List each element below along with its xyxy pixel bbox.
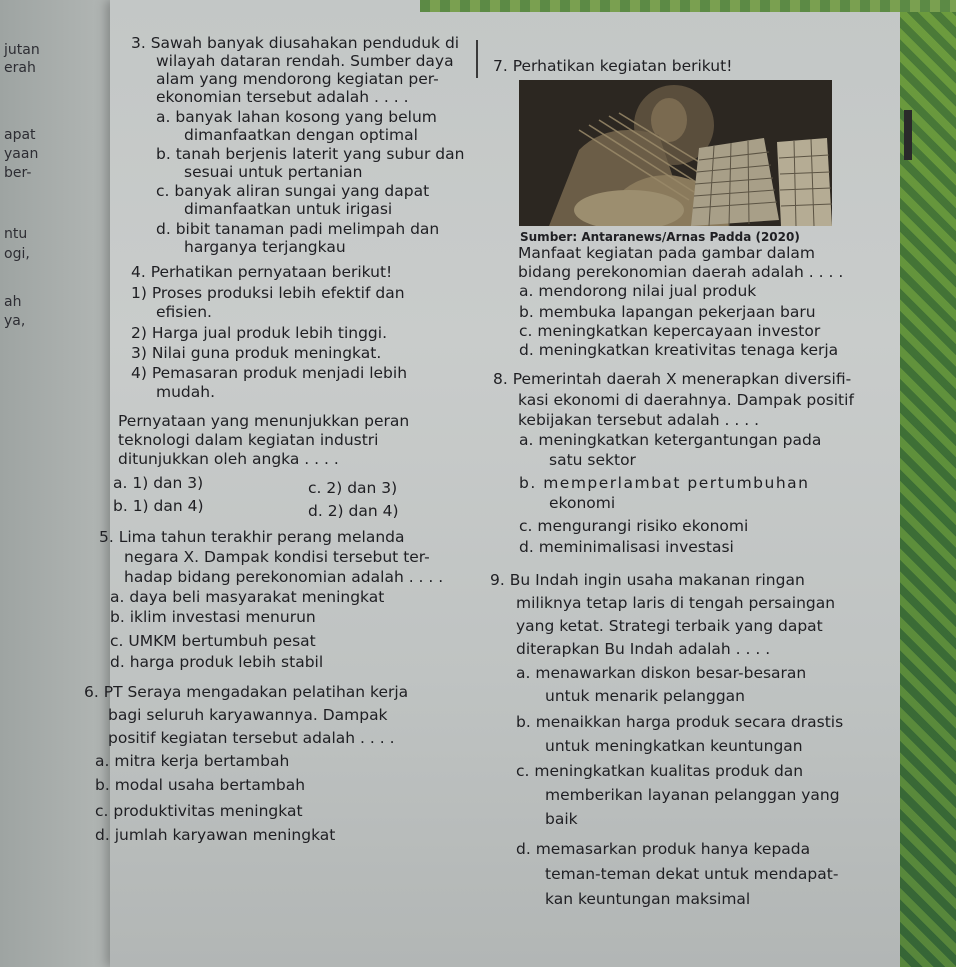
question-6-option-d: d. jumlah karyawan meningkat bbox=[95, 826, 336, 844]
question-9-option-d: kan keuntungan maksimal bbox=[545, 890, 751, 908]
question-8-option-b: ekonomi bbox=[549, 494, 616, 512]
question-9-option-a: untuk menarik pelanggan bbox=[545, 687, 745, 705]
margin-fragment: ya, bbox=[4, 313, 26, 329]
question-3-option-b: b. tanah berjenis laterit yang subur dan bbox=[156, 145, 465, 163]
bamboo-basket-2 bbox=[777, 138, 832, 226]
question-3-stem: ekonomian tersebut adalah . . . . bbox=[156, 88, 409, 106]
statement-1: 1) Proses produksi lebih efektif dan bbox=[131, 284, 405, 302]
question-9-option-d: d. memasarkan produk hanya kepada bbox=[516, 840, 811, 858]
margin-fragment: ber- bbox=[4, 165, 32, 181]
question-4-option-a: a. 1) dan 3) bbox=[113, 474, 204, 492]
question-6-option-a: a. mitra kerja bertambah bbox=[95, 752, 290, 770]
question-8-stem: kasi ekonomi di daerahnya. Dampak positif bbox=[518, 391, 854, 409]
margin-fragment: apat bbox=[4, 127, 36, 143]
question-7-option-c: c. meningkatkan kepercayaan investor bbox=[519, 322, 821, 340]
margin-fragment: ogi, bbox=[4, 246, 30, 262]
question-3-option-c: dimanfaatkan untuk irigasi bbox=[184, 200, 393, 218]
margin-fragment: jutan bbox=[4, 42, 40, 58]
question-6-stem: positif kegiatan tersebut adalah . . . . bbox=[108, 729, 395, 747]
question-6-stem: bagi seluruh karyawannya. Dampak bbox=[108, 706, 388, 724]
question-9-stem: miliknya tetap laris di tengah persaingan bbox=[516, 594, 836, 612]
question-3-stem: alam yang mendorong kegiatan per- bbox=[156, 70, 439, 88]
question-8-option-d: d. meminimalisasi investasi bbox=[519, 538, 734, 556]
question-3-stem: 3. Sawah banyak diusahakan penduduk di bbox=[131, 34, 460, 52]
question-9-stem: diterapkan Bu Indah adalah . . . . bbox=[516, 640, 771, 658]
statement-3: 3) Nilai guna produk meningkat. bbox=[131, 344, 382, 362]
question-9-option-a: a. menawarkan diskon besar-besaran bbox=[516, 664, 807, 682]
question-9-option-d: teman-teman dekat untuk mendapat- bbox=[545, 865, 839, 883]
statement-4: mudah. bbox=[156, 383, 216, 401]
question-3-option-a: a. banyak lahan kosong yang belum bbox=[156, 108, 437, 126]
question-3-option-b: sesuai untuk pertanian bbox=[184, 163, 363, 181]
question-9-option-b: untuk meningkatkan keuntungan bbox=[545, 737, 803, 755]
binder-clip bbox=[904, 110, 912, 160]
margin-fragment: ah bbox=[4, 294, 22, 310]
question-4-option-c: c. 2) dan 3) bbox=[308, 479, 398, 497]
question-7-stem: 7. Perhatikan kegiatan berikut! bbox=[493, 57, 733, 75]
question-4-option-b: b. 1) dan 4) bbox=[113, 497, 204, 515]
question-9-option-c: c. meningkatkan kualitas produk dan bbox=[516, 762, 804, 780]
margin-fragment: ntu bbox=[4, 226, 28, 242]
question-5-option-d: d. harga produk lebih stabil bbox=[110, 653, 324, 671]
question-9-option-c: baik bbox=[545, 810, 578, 828]
question-5-stem: 5. Lima tahun terakhir perang melanda bbox=[99, 528, 405, 546]
question-4-prompt: Pernyataan yang menunjukkan peran bbox=[118, 412, 410, 430]
basket-weaving-photo bbox=[519, 80, 832, 226]
question-9-stem: yang ketat. Strategi terbaik yang dapat bbox=[516, 617, 823, 635]
question-9-stem: 9. Bu Indah ingin usaha makanan ringan bbox=[490, 571, 805, 589]
question-6-stem: 6. PT Seraya mengadakan pelatihan kerja bbox=[84, 683, 409, 701]
question-8-option-b: b. memperlambat pertumbuhan bbox=[519, 474, 810, 492]
question-7-prompt: Manfaat kegiatan pada gambar dalam bbox=[518, 244, 815, 262]
question-3-option-c: c. banyak aliran sungai yang dapat bbox=[156, 182, 430, 200]
statement-2: 2) Harga jual produk lebih tinggi. bbox=[131, 324, 387, 342]
question-3-stem: wilayah dataran rendah. Sumber daya bbox=[156, 52, 454, 70]
column-divider bbox=[476, 40, 478, 78]
question-7-option-a: a. mendorong nilai jual produk bbox=[519, 282, 757, 300]
question-5-stem: negara X. Dampak kondisi tersebut ter- bbox=[124, 548, 430, 566]
question-8-stem: kebijakan tersebut adalah . . . . bbox=[518, 411, 760, 429]
question-3-option-a: dimanfaatkan dengan optimal bbox=[184, 126, 418, 144]
margin-fragment: erah bbox=[4, 60, 36, 76]
question-9-option-b: b. menaikkan harga produk secara drastis bbox=[516, 713, 844, 731]
green-cloth-top bbox=[420, 0, 956, 12]
question-4-prompt: teknologi dalam kegiatan industri bbox=[118, 431, 379, 449]
statement-4: 4) Pemasaran produk menjadi lebih bbox=[131, 364, 408, 382]
bamboo-basket-1 bbox=[691, 138, 779, 226]
question-4-prompt: ditunjukkan oleh angka . . . . bbox=[118, 450, 339, 468]
question-5-stem: hadap bidang perekonomian adalah . . . . bbox=[124, 568, 444, 586]
question-3-option-d: harganya terjangkau bbox=[184, 238, 346, 256]
question-4-option-d: d. 2) dan 4) bbox=[308, 502, 399, 520]
question-3-option-d: d. bibit tanaman padi melimpah dan bbox=[156, 220, 440, 238]
question-6-option-b: b. modal usaha bertambah bbox=[95, 776, 306, 794]
question-8-stem: 8. Pemerintah daerah X menerapkan diversifi- bbox=[493, 370, 852, 388]
question-7-prompt: bidang perekonomian daerah adalah . . . . bbox=[518, 263, 844, 281]
question-9-option-c: memberikan layanan pelanggan yang bbox=[545, 786, 840, 804]
question-7-option-d: d. meningkatkan kreativitas tenaga kerja bbox=[519, 341, 839, 359]
question-8-option-c: c. mengurangi risiko ekonomi bbox=[519, 517, 749, 535]
question-6-option-c: c. produktivitas meningkat bbox=[95, 802, 303, 820]
question-8-option-a: a. meningkatkan ketergantungan pada bbox=[519, 431, 822, 449]
photo-source: Sumber: Antaranews/Arnas Padda (2020) bbox=[520, 230, 800, 244]
question-7-option-b: b. membuka lapangan pekerjaan baru bbox=[519, 303, 816, 321]
statement-1: efisien. bbox=[156, 303, 212, 321]
margin-fragment: yaan bbox=[4, 146, 39, 162]
question-5-option-c: c. UMKM bertumbuh pesat bbox=[110, 632, 316, 650]
question-5-option-b: b. iklim investasi menurun bbox=[110, 608, 316, 626]
question-5-option-a: a. daya beli masyarakat meningkat bbox=[110, 588, 385, 606]
question-4-stem: 4. Perhatikan pernyataan berikut! bbox=[131, 263, 393, 281]
question-8-option-a: satu sektor bbox=[549, 451, 636, 469]
